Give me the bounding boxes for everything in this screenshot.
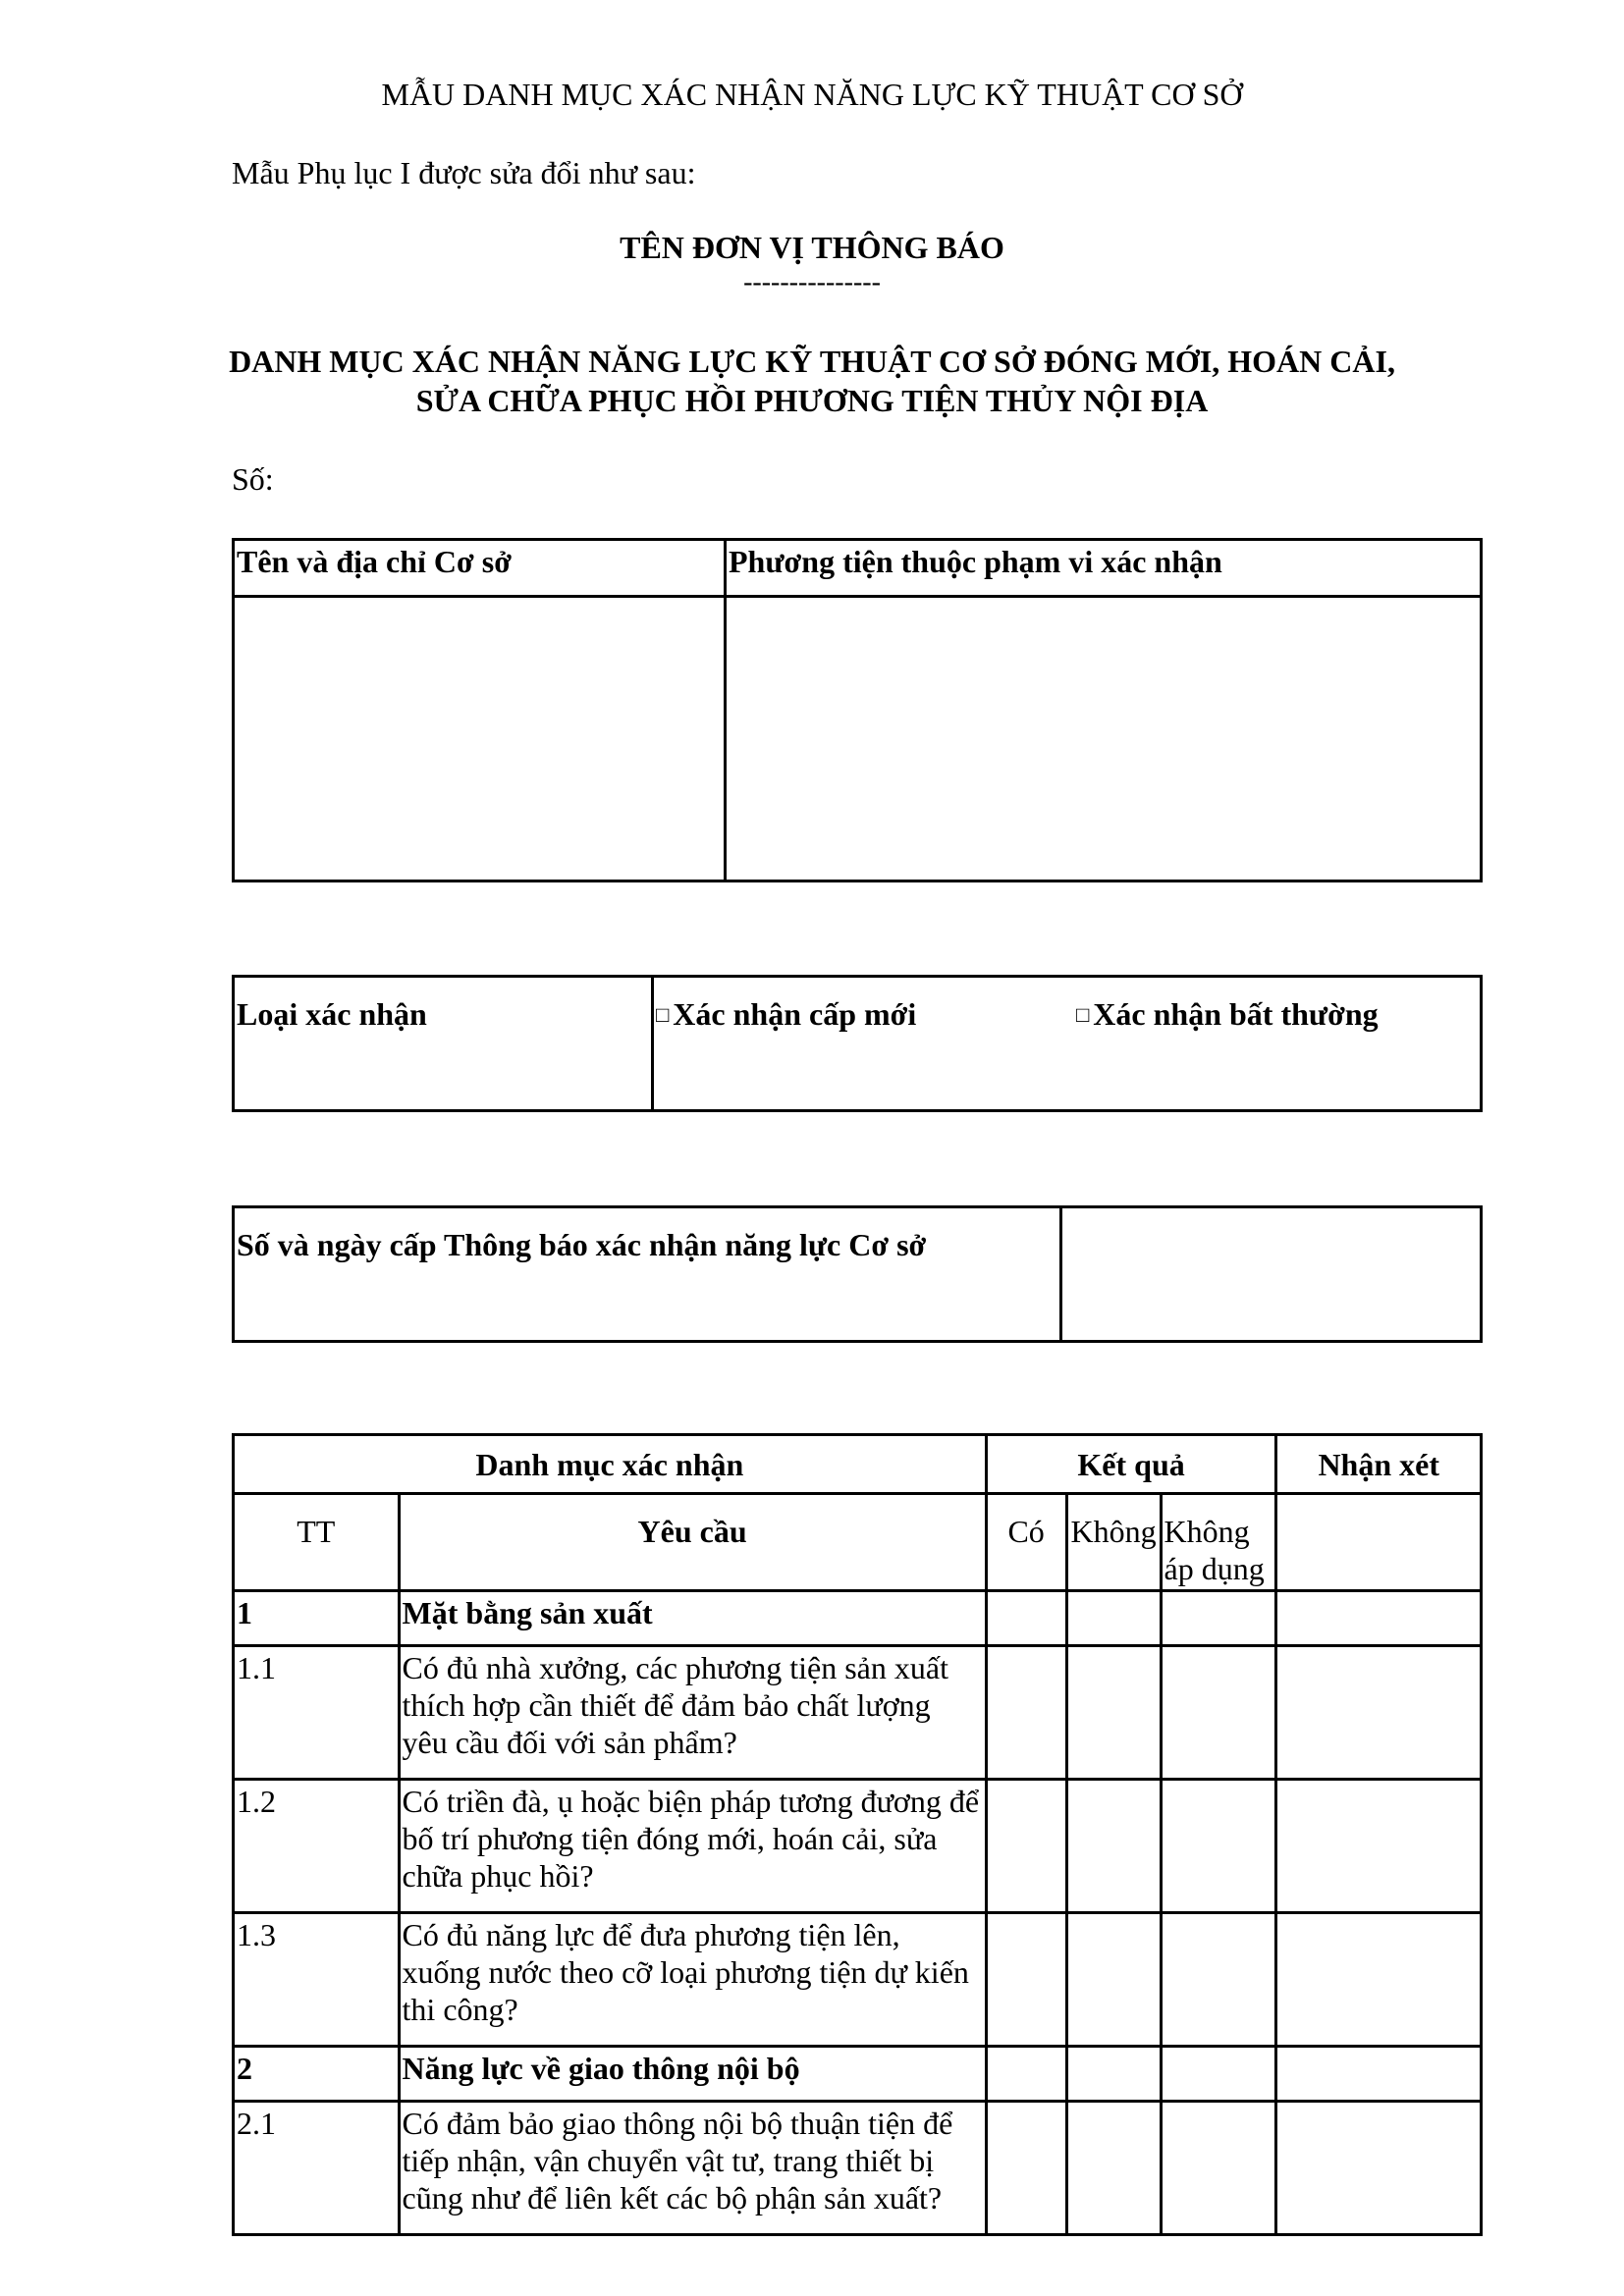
comment-cell[interactable] (1276, 1780, 1482, 1913)
result-no-cell[interactable] (1066, 1780, 1161, 1913)
form-template-title: MẪU DANH MỤC XÁC NHẬN NĂNG LỰC KỸ THUẬT CƠ SỞ (381, 77, 1243, 112)
issuing-unit-name: TÊN ĐƠN VỊ THÔNG BÁO (620, 230, 1004, 265)
col-no-header: TT (234, 1494, 400, 1591)
notice-number-date-label: Số và ngày cấp Thông báo xác nhận năng lực Cơ sở (234, 1207, 1061, 1342)
row-requirement: Có đủ nhà xưởng, các phương tiện sản xuất thích hợp cần thiết để đảm bảo chất lượng yêu cầu đối với sản phẩm? (399, 1646, 986, 1780)
row-requirement: Có đảm bảo giao thông nội bộ thuận tiện để tiếp nhận, vận chuyển vật tư, trang thiết bị cũng như để liên kết các bộ phận sản xuất? (399, 2102, 986, 2235)
col-no-result-header: Không (1066, 1494, 1161, 1591)
separator-line: --------------- (743, 267, 881, 297)
result-na-cell[interactable] (1161, 1913, 1276, 2047)
result-no-cell[interactable] (1066, 1913, 1161, 2047)
table-row (234, 2102, 1482, 2235)
result-na-cell[interactable] (1161, 1591, 1276, 1646)
result-na-cell[interactable] (1161, 1780, 1276, 1913)
option-irregular-label: Xác nhận bất thường (1093, 996, 1379, 1032)
result-no-cell[interactable] (1066, 2102, 1161, 2235)
comment-header: Nhận xét (1276, 1435, 1482, 1494)
section-row (234, 1591, 1482, 1646)
facility-name-header: Tên và địa chỉ Cơ sở (234, 540, 726, 597)
col-yes-header: Có (986, 1494, 1066, 1591)
result-na-cell[interactable] (1161, 2047, 1276, 2102)
document-title (0, 342, 1624, 420)
result-no-cell[interactable] (1066, 2047, 1161, 2102)
checklist-table (232, 1433, 1483, 2236)
document-number-label: Số: (232, 461, 274, 497)
vehicle-scope-cell[interactable] (726, 597, 1482, 881)
row-number: 1.2 (234, 1780, 400, 1913)
intro-text: Mẫu Phụ lục I được sửa đổi như sau: (232, 155, 696, 190)
confirmation-type-options (653, 977, 1482, 1111)
row-number: 1.1 (234, 1646, 400, 1780)
option-new[interactable] (656, 995, 1068, 1034)
checkbox-irregular-icon[interactable]: □ (1076, 1002, 1090, 1027)
result-yes-cell[interactable] (986, 1646, 1066, 1780)
col-comment-header (1276, 1494, 1482, 1591)
result-yes-cell[interactable] (986, 2047, 1066, 2102)
result-header: Kết quả (986, 1435, 1276, 1494)
row-requirement: Có đủ năng lực để đưa phương tiện lên, xuống nước theo cỡ loại phương tiện dự kiến thi công? (399, 1913, 986, 2047)
result-no-cell[interactable] (1066, 1591, 1161, 1646)
row-requirement: Mặt bằng sản xuất (399, 1591, 986, 1646)
row-number: 1.3 (234, 1913, 400, 2047)
table-row (234, 1913, 1482, 2047)
row-number: 1 (234, 1591, 400, 1646)
result-yes-cell[interactable] (986, 1780, 1066, 1913)
result-yes-cell[interactable] (986, 1591, 1066, 1646)
confirmation-type-label: Loại xác nhận (234, 977, 653, 1111)
checklist-body (234, 1591, 1482, 2235)
section-row (234, 2047, 1482, 2102)
document-title-line1: DANH MỤC XÁC NHẬN NĂNG LỰC KỸ THUẬT CƠ SỞ ĐÓNG MỚI, HOÁN CẢI, (229, 344, 1395, 379)
col-requirement-header: Yêu cầu (399, 1494, 986, 1591)
row-number: 2 (234, 2047, 400, 2102)
comment-cell[interactable] (1276, 1591, 1482, 1646)
confirmation-type-table (232, 975, 1483, 1112)
option-irregular[interactable] (1068, 996, 1379, 1032)
notice-table (232, 1205, 1483, 1343)
result-yes-cell[interactable] (986, 2102, 1066, 2235)
row-requirement: Có triền đà, ụ hoặc biện pháp tương đương để bố trí phương tiện đóng mới, hoán cải, sửa chữa phục hồi? (399, 1780, 986, 1913)
comment-cell[interactable] (1276, 1913, 1482, 2047)
col-na-header: Không áp dụng (1161, 1494, 1276, 1591)
checklist-header: Danh mục xác nhận (234, 1435, 987, 1494)
result-yes-cell[interactable] (986, 1913, 1066, 2047)
option-new-label: Xác nhận cấp mới (673, 996, 917, 1032)
notice-number-date-cell[interactable] (1061, 1207, 1482, 1342)
table-row (234, 1646, 1482, 1780)
comment-cell[interactable] (1276, 2047, 1482, 2102)
facility-name-cell[interactable] (234, 597, 726, 881)
comment-cell[interactable] (1276, 2102, 1482, 2235)
document-title-line2: SỬA CHỮA PHỤC HỒI PHƯƠNG TIỆN THỦY NỘI ĐỊA (415, 383, 1209, 418)
result-no-cell[interactable] (1066, 1646, 1161, 1780)
result-na-cell[interactable] (1161, 1646, 1276, 1780)
table-row (234, 1780, 1482, 1913)
checkbox-new-icon[interactable]: □ (656, 1002, 670, 1027)
row-requirement: Năng lực về giao thông nội bộ (399, 2047, 986, 2102)
result-na-cell[interactable] (1161, 2102, 1276, 2235)
facility-table (232, 538, 1483, 882)
vehicle-scope-header: Phương tiện thuộc phạm vi xác nhận (726, 540, 1482, 597)
comment-cell[interactable] (1276, 1646, 1482, 1780)
row-number: 2.1 (234, 2102, 400, 2235)
